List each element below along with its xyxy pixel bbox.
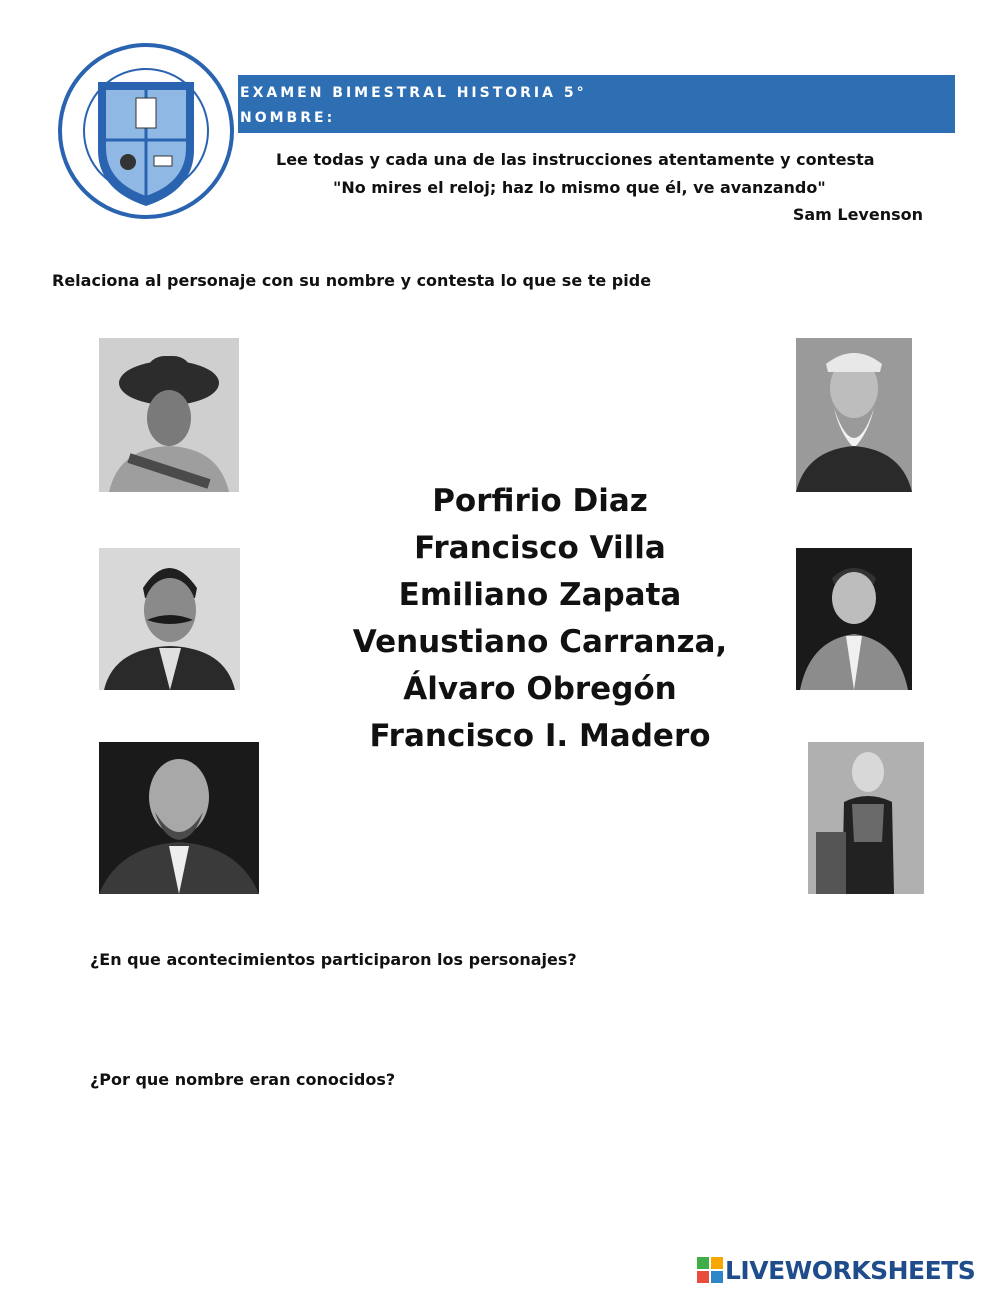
school-logo (52, 40, 240, 222)
portrait-mustache-man[interactable] (99, 548, 240, 690)
question-2: ¿Por que nombre eran conocidos? (90, 1070, 396, 1089)
name-francisco-madero[interactable]: Francisco I. Madero (369, 718, 711, 754)
portrait-white-beard-man[interactable] (796, 338, 912, 492)
portrait-military-man[interactable] (808, 742, 924, 894)
name-emiliano-zapata[interactable]: Emiliano Zapata (398, 577, 682, 613)
liveworksheets-icon (697, 1257, 723, 1283)
liveworksheets-logo[interactable] (697, 1255, 975, 1285)
exam-header-bar (238, 75, 955, 133)
names-list (340, 478, 740, 760)
portrait-sombrero-man[interactable] (99, 338, 239, 492)
name-label: NOMBRE: (240, 110, 336, 126)
name-francisco-villa[interactable]: Francisco Villa (414, 530, 666, 566)
name-porfirio-diaz[interactable]: Porfirio Diaz (432, 483, 648, 519)
question-1: ¿En que acontecimientos participaron los personajes? (90, 950, 577, 969)
portrait-bearded-man[interactable] (99, 742, 259, 894)
quote-author: Sam Levenson (792, 205, 923, 224)
quote-text: "No mires el reloj; haz lo mismo que él, ve avanzando" (333, 178, 826, 197)
name-alvaro-obregon[interactable]: Álvaro Obregón (403, 671, 677, 707)
task-instruction: Relaciona al personaje con su nombre y contesta lo que se te pide (52, 271, 652, 290)
name-venustiano-carranza[interactable]: Venustiano Carranza, (352, 624, 728, 660)
exam-title: EXAMEN BIMESTRAL HISTORIA 5° (240, 85, 587, 101)
portrait-suit-man[interactable] (796, 548, 912, 690)
instructions-text: Lee todas y cada una de las instrucciones atentamente y contesta (276, 150, 875, 169)
liveworksheets-text: LIVEWORKSHEETS (725, 1255, 976, 1285)
